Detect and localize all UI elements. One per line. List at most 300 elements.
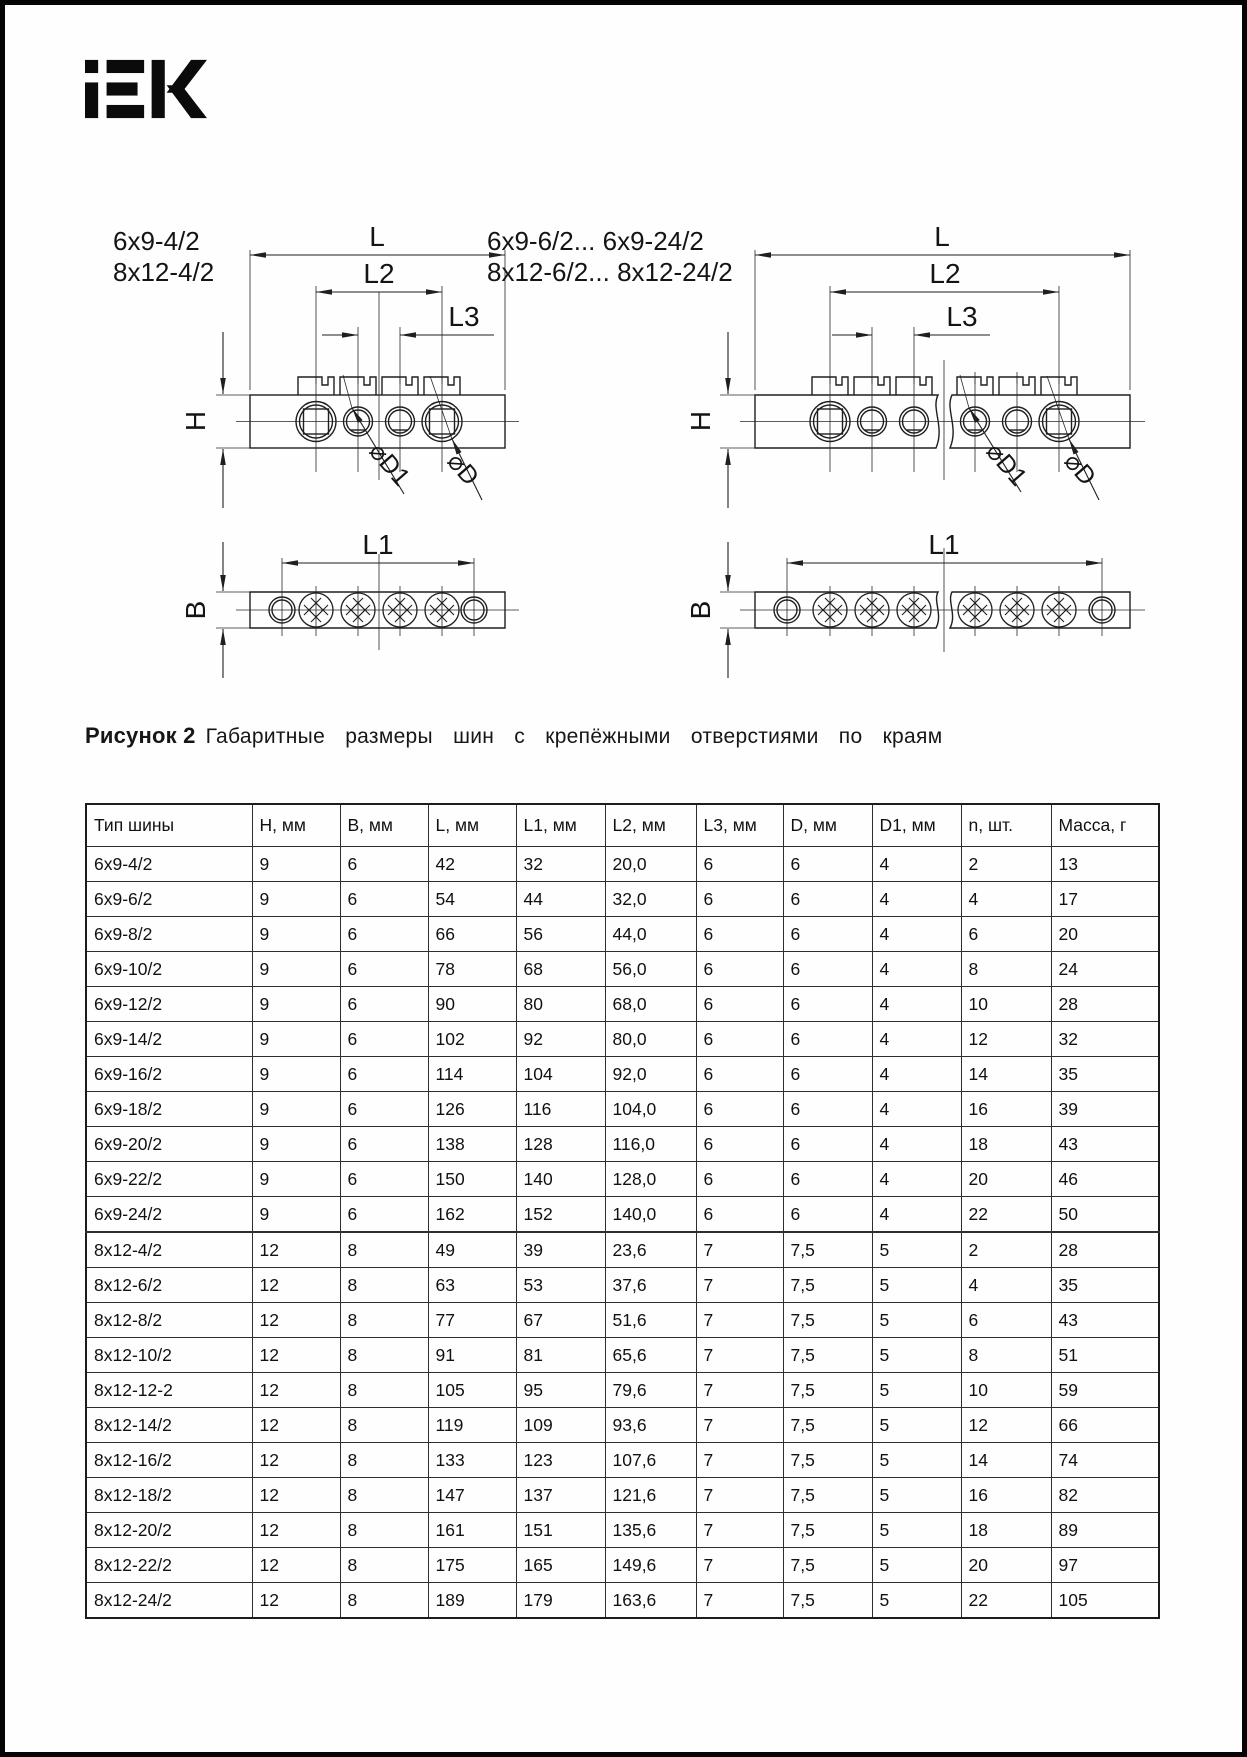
figure-caption-text: Габаритные размеры шин с крепёжными отверстиями по краям <box>205 725 943 748</box>
table-cell: 7,5 <box>783 1513 872 1548</box>
table-cell: 8 <box>340 1268 428 1303</box>
diameter-label-d1: ⌀D1 <box>980 437 1033 492</box>
table-cell: 6 <box>783 1127 872 1162</box>
table-cell: 7 <box>696 1303 783 1338</box>
table-cell: 119 <box>428 1408 516 1443</box>
table-cell: 39 <box>1051 1092 1159 1127</box>
table-cell: 6 <box>783 1022 872 1057</box>
dim-label-h: H <box>685 410 716 432</box>
table-cell: 6 <box>340 882 428 917</box>
table-cell: 8 <box>961 952 1051 987</box>
table-cell: 9 <box>252 917 340 952</box>
table-row <box>86 1022 1159 1057</box>
table-row <box>86 1478 1159 1513</box>
column-header: L2, мм <box>605 804 696 847</box>
table-cell: 6 <box>961 917 1051 952</box>
table-cell: 6 <box>340 987 428 1022</box>
table-cell: 46 <box>1051 1162 1159 1197</box>
table-cell: 5 <box>872 1303 961 1338</box>
table-cell: 6x9-6/2 <box>86 882 252 917</box>
table-cell: 8 <box>340 1232 428 1268</box>
table-cell: 23,6 <box>605 1232 696 1268</box>
table-cell: 161 <box>428 1513 516 1548</box>
diameter-label-d: ⌀D <box>1058 447 1102 491</box>
table-cell: 5 <box>872 1443 961 1478</box>
table-cell: 65,6 <box>605 1338 696 1373</box>
table-cell: 151 <box>516 1513 605 1548</box>
table-cell: 6 <box>340 952 428 987</box>
table-cell: 12 <box>252 1548 340 1583</box>
figure-left-designation-line1: 6x9-4/2 <box>113 226 200 256</box>
table-cell: 16 <box>961 1092 1051 1127</box>
table-cell: 6 <box>696 952 783 987</box>
table-cell: 6 <box>696 987 783 1022</box>
dim-label-b: B <box>685 600 716 620</box>
table-cell: 116,0 <box>605 1127 696 1162</box>
table-cell: 12 <box>252 1232 340 1268</box>
table-cell: 6 <box>783 1057 872 1092</box>
table-cell: 102 <box>428 1022 516 1057</box>
table-cell: 6x9-22/2 <box>86 1162 252 1197</box>
table-cell: 7 <box>696 1513 783 1548</box>
table-cell: 6 <box>340 1022 428 1057</box>
table-cell: 5 <box>872 1338 961 1373</box>
table-cell: 43 <box>1051 1303 1159 1338</box>
table-cell: 5 <box>872 1583 961 1619</box>
table-cell: 32 <box>516 847 605 882</box>
table-cell: 49 <box>428 1232 516 1268</box>
table-cell: 77 <box>428 1303 516 1338</box>
dim-label-l2: L2 <box>929 258 961 289</box>
table-cell: 8x12-8/2 <box>86 1303 252 1338</box>
table-cell: 81 <box>516 1338 605 1373</box>
table-cell: 105 <box>428 1373 516 1408</box>
table-cell: 32,0 <box>605 882 696 917</box>
table-cell: 56,0 <box>605 952 696 987</box>
table-cell: 6 <box>783 1092 872 1127</box>
table-cell: 12 <box>961 1408 1051 1443</box>
table-cell: 5 <box>872 1268 961 1303</box>
table-cell: 32 <box>1051 1022 1159 1057</box>
table-cell: 5 <box>872 1373 961 1408</box>
table-cell: 7,5 <box>783 1303 872 1338</box>
column-header: Масса, г <box>1051 804 1159 847</box>
dim-label-l: L <box>369 221 385 252</box>
table-cell: 9 <box>252 1092 340 1127</box>
table-cell: 6 <box>340 1127 428 1162</box>
table-cell: 7,5 <box>783 1268 872 1303</box>
table-row <box>86 1373 1159 1408</box>
table-cell: 109 <box>516 1408 605 1443</box>
table-cell: 13 <box>1051 847 1159 882</box>
table-cell: 7,5 <box>783 1548 872 1583</box>
table-cell: 68 <box>516 952 605 987</box>
dim-label-l1: L1 <box>928 529 960 560</box>
table-cell: 7,5 <box>783 1408 872 1443</box>
table-cell: 6 <box>696 1197 783 1233</box>
table-cell: 51 <box>1051 1338 1159 1373</box>
table-cell: 20 <box>1051 917 1159 952</box>
table-cell: 12 <box>252 1443 340 1478</box>
table-cell: 6 <box>696 882 783 917</box>
table-cell: 7 <box>696 1443 783 1478</box>
table-cell: 12 <box>252 1268 340 1303</box>
table-cell: 8 <box>340 1443 428 1478</box>
table-cell: 6 <box>783 1197 872 1233</box>
table-cell: 114 <box>428 1057 516 1092</box>
table-cell: 68,0 <box>605 987 696 1022</box>
table-cell: 12 <box>252 1408 340 1443</box>
table-cell: 56 <box>516 917 605 952</box>
table-cell: 80 <box>516 987 605 1022</box>
table-cell: 6 <box>696 1092 783 1127</box>
table-cell: 6x9-16/2 <box>86 1057 252 1092</box>
table-cell: 123 <box>516 1443 605 1478</box>
table-cell: 121,6 <box>605 1478 696 1513</box>
table-cell: 7 <box>696 1478 783 1513</box>
table-cell: 4 <box>872 1092 961 1127</box>
table-row <box>86 917 1159 952</box>
table-cell: 7 <box>696 1583 783 1619</box>
column-header: D1, мм <box>872 804 961 847</box>
table-row <box>86 1583 1159 1619</box>
table-cell: 6 <box>340 1162 428 1197</box>
table-cell: 6 <box>783 917 872 952</box>
table-cell: 8x12-24/2 <box>86 1583 252 1619</box>
table-row <box>86 1338 1159 1373</box>
table-cell: 6x9-12/2 <box>86 987 252 1022</box>
table-cell: 6 <box>696 1057 783 1092</box>
table-cell: 126 <box>428 1092 516 1127</box>
table-cell: 189 <box>428 1583 516 1619</box>
table-cell: 8x12-12-2 <box>86 1373 252 1408</box>
table-cell: 7 <box>696 1408 783 1443</box>
table-cell: 14 <box>961 1443 1051 1478</box>
table-cell: 5 <box>872 1408 961 1443</box>
table-cell: 2 <box>961 1232 1051 1268</box>
table-cell: 6 <box>696 1162 783 1197</box>
table-cell: 8x12-10/2 <box>86 1338 252 1373</box>
table-cell: 152 <box>516 1197 605 1233</box>
table-cell: 6 <box>696 1022 783 1057</box>
table-cell: 20 <box>961 1162 1051 1197</box>
table-cell: 74 <box>1051 1443 1159 1478</box>
table-cell: 5 <box>872 1232 961 1268</box>
table-cell: 9 <box>252 1022 340 1057</box>
table-cell: 4 <box>872 1127 961 1162</box>
table-cell: 7,5 <box>783 1373 872 1408</box>
table-cell: 4 <box>872 1022 961 1057</box>
table-cell: 4 <box>872 1057 961 1092</box>
table-cell: 28 <box>1051 1232 1159 1268</box>
figure-right-designation-line2: 8x12-6/2... 8x12-24/2 <box>487 257 733 287</box>
table-cell: 7 <box>696 1548 783 1583</box>
table-cell: 4 <box>872 952 961 987</box>
table-cell: 9 <box>252 1197 340 1233</box>
dimensions-table-wrap <box>85 803 1160 1619</box>
table-cell: 24 <box>1051 952 1159 987</box>
table-cell: 6x9-14/2 <box>86 1022 252 1057</box>
table-cell: 90 <box>428 987 516 1022</box>
table-cell: 9 <box>252 987 340 1022</box>
figure-right-designation-line1: 6x9-6/2... 6x9-24/2 <box>487 226 704 256</box>
table-cell: 4 <box>961 1268 1051 1303</box>
table-cell: 6x9-18/2 <box>86 1092 252 1127</box>
table-cell: 12 <box>252 1478 340 1513</box>
table-cell: 4 <box>872 987 961 1022</box>
column-header: B, мм <box>340 804 428 847</box>
table-cell: 8x12-4/2 <box>86 1232 252 1268</box>
table-cell: 6x9-8/2 <box>86 917 252 952</box>
table-cell: 8x12-18/2 <box>86 1478 252 1513</box>
table-cell: 12 <box>252 1513 340 1548</box>
column-header: L1, мм <box>516 804 605 847</box>
dim-label-h: H <box>180 410 211 432</box>
table-cell: 138 <box>428 1127 516 1162</box>
table-cell: 78 <box>428 952 516 987</box>
table-cell: 66 <box>1051 1408 1159 1443</box>
table-cell: 6 <box>340 1092 428 1127</box>
table-cell: 20,0 <box>605 847 696 882</box>
table-row <box>86 1197 1159 1233</box>
table-row <box>86 1232 1159 1268</box>
table-cell: 8x12-20/2 <box>86 1513 252 1548</box>
table-cell: 2 <box>961 847 1051 882</box>
table-cell: 8 <box>340 1338 428 1373</box>
table-cell: 22 <box>961 1583 1051 1619</box>
table-cell: 44,0 <box>605 917 696 952</box>
table-cell: 8 <box>340 1513 428 1548</box>
table-cell: 44 <box>516 882 605 917</box>
table-row <box>86 1548 1159 1583</box>
table-cell: 54 <box>428 882 516 917</box>
table-cell: 18 <box>961 1127 1051 1162</box>
table-cell: 6 <box>783 882 872 917</box>
table-cell: 12 <box>961 1022 1051 1057</box>
table-cell: 22 <box>961 1197 1051 1233</box>
table-cell: 6x9-4/2 <box>86 847 252 882</box>
table-cell: 4 <box>872 1162 961 1197</box>
column-header: D, мм <box>783 804 872 847</box>
table-row <box>86 1303 1159 1338</box>
table-cell: 9 <box>252 1057 340 1092</box>
table-cell: 8 <box>340 1408 428 1443</box>
column-header: L, мм <box>428 804 516 847</box>
table-cell: 51,6 <box>605 1303 696 1338</box>
figure-caption-number: Рисунок 2 <box>85 723 196 748</box>
column-header: n, шт. <box>961 804 1051 847</box>
table-cell: 4 <box>872 847 961 882</box>
diameter-label-d: ⌀D <box>441 447 485 491</box>
dim-label-b: B <box>180 600 211 620</box>
table-row <box>86 1127 1159 1162</box>
dimension-drawings <box>0 0 1247 705</box>
table-cell: 92 <box>516 1022 605 1057</box>
table-cell: 7 <box>696 1268 783 1303</box>
table-cell: 7,5 <box>783 1583 872 1619</box>
table-cell: 59 <box>1051 1373 1159 1408</box>
table-cell: 6x9-24/2 <box>86 1197 252 1233</box>
table-cell: 7,5 <box>783 1232 872 1268</box>
table-cell: 163,6 <box>605 1583 696 1619</box>
table-cell: 5 <box>872 1548 961 1583</box>
table-cell: 128 <box>516 1127 605 1162</box>
table-row <box>86 1162 1159 1197</box>
table-cell: 9 <box>252 1127 340 1162</box>
table-cell: 6 <box>783 987 872 1022</box>
table-cell: 8 <box>340 1478 428 1513</box>
table-row <box>86 1408 1159 1443</box>
table-cell: 6 <box>696 1127 783 1162</box>
table-cell: 43 <box>1051 1127 1159 1162</box>
table-cell: 9 <box>252 882 340 917</box>
table-cell: 6x9-20/2 <box>86 1127 252 1162</box>
table-cell: 5 <box>872 1478 961 1513</box>
figure-left-designation-line2: 8x12-4/2 <box>113 257 215 287</box>
table-cell: 4 <box>872 917 961 952</box>
table-cell: 16 <box>961 1478 1051 1513</box>
table-cell: 9 <box>252 1162 340 1197</box>
table-cell: 89 <box>1051 1513 1159 1548</box>
table-cell: 18 <box>961 1513 1051 1548</box>
table-row <box>86 1513 1159 1548</box>
table-cell: 9 <box>252 847 340 882</box>
table-cell: 42 <box>428 847 516 882</box>
table-cell: 35 <box>1051 1268 1159 1303</box>
table-cell: 97 <box>1051 1548 1159 1583</box>
table-cell: 9 <box>252 952 340 987</box>
table-cell: 135,6 <box>605 1513 696 1548</box>
dim-label-l2: L2 <box>363 258 395 289</box>
table-cell: 105 <box>1051 1583 1159 1619</box>
dim-label-l1: L1 <box>362 529 394 560</box>
table-cell: 175 <box>428 1548 516 1583</box>
table-cell: 7 <box>696 1338 783 1373</box>
table-cell: 63 <box>428 1268 516 1303</box>
table-cell: 8x12-22/2 <box>86 1548 252 1583</box>
table-cell: 6 <box>696 847 783 882</box>
table-cell: 7,5 <box>783 1478 872 1513</box>
table-cell: 6 <box>783 1162 872 1197</box>
table-cell: 107,6 <box>605 1443 696 1478</box>
table-row <box>86 1443 1159 1478</box>
table-cell: 6 <box>783 847 872 882</box>
column-header: H, мм <box>252 804 340 847</box>
column-header: Тип шины <box>86 804 252 847</box>
table-cell: 140,0 <box>605 1197 696 1233</box>
table-cell: 35 <box>1051 1057 1159 1092</box>
table-cell: 149,6 <box>605 1548 696 1583</box>
table-cell: 10 <box>961 1373 1051 1408</box>
table-cell: 10 <box>961 987 1051 1022</box>
table-cell: 7 <box>696 1232 783 1268</box>
table-cell: 17 <box>1051 882 1159 917</box>
table-cell: 8 <box>340 1303 428 1338</box>
table-cell: 14 <box>961 1057 1051 1092</box>
table-cell: 162 <box>428 1197 516 1233</box>
diameter-label-d1: ⌀D1 <box>363 437 416 492</box>
dim-label-l: L <box>934 221 950 252</box>
dim-label-l3: L3 <box>946 301 978 332</box>
table-cell: 6 <box>340 1057 428 1092</box>
table-row <box>86 1057 1159 1092</box>
table-cell: 67 <box>516 1303 605 1338</box>
table-cell: 6x9-10/2 <box>86 952 252 987</box>
dimensions-table <box>85 803 1160 1619</box>
dim-label-l3: L3 <box>448 301 480 332</box>
table-cell: 92,0 <box>605 1057 696 1092</box>
table-row <box>86 987 1159 1022</box>
table-row <box>86 847 1159 882</box>
table-cell: 8x12-16/2 <box>86 1443 252 1478</box>
table-row <box>86 1092 1159 1127</box>
table-cell: 53 <box>516 1268 605 1303</box>
table-cell: 4 <box>872 1197 961 1233</box>
table-cell: 12 <box>252 1303 340 1338</box>
table-cell: 28 <box>1051 987 1159 1022</box>
table-cell: 137 <box>516 1478 605 1513</box>
table-cell: 104 <box>516 1057 605 1092</box>
table-cell: 6 <box>696 917 783 952</box>
table-cell: 37,6 <box>605 1268 696 1303</box>
table-cell: 8 <box>961 1338 1051 1373</box>
table-cell: 7 <box>696 1373 783 1408</box>
table-body <box>86 847 1159 1619</box>
table-cell: 39 <box>516 1232 605 1268</box>
table-cell: 12 <box>252 1373 340 1408</box>
table-cell: 12 <box>252 1583 340 1619</box>
table-cell: 82 <box>1051 1478 1159 1513</box>
table-cell: 5 <box>872 1513 961 1548</box>
table-row <box>86 952 1159 987</box>
table-cell: 8x12-14/2 <box>86 1408 252 1443</box>
table-cell: 133 <box>428 1443 516 1478</box>
table-cell: 6 <box>783 952 872 987</box>
table-cell: 4 <box>961 882 1051 917</box>
table-header-row <box>86 804 1159 847</box>
table-cell: 104,0 <box>605 1092 696 1127</box>
table-cell: 95 <box>516 1373 605 1408</box>
table-cell: 50 <box>1051 1197 1159 1233</box>
table-cell: 150 <box>428 1162 516 1197</box>
table-cell: 66 <box>428 917 516 952</box>
table-cell: 6 <box>340 847 428 882</box>
table-cell: 7,5 <box>783 1443 872 1478</box>
table-cell: 179 <box>516 1583 605 1619</box>
table-row <box>86 882 1159 917</box>
table-cell: 8 <box>340 1583 428 1619</box>
table-cell: 147 <box>428 1478 516 1513</box>
table-row <box>86 1268 1159 1303</box>
table-cell: 12 <box>252 1338 340 1373</box>
table-cell: 93,6 <box>605 1408 696 1443</box>
table-cell: 20 <box>961 1548 1051 1583</box>
table-cell: 8 <box>340 1373 428 1408</box>
table-cell: 79,6 <box>605 1373 696 1408</box>
column-header: L3, мм <box>696 804 783 847</box>
table-cell: 6 <box>340 917 428 952</box>
table-cell: 8 <box>340 1548 428 1583</box>
table-cell: 116 <box>516 1092 605 1127</box>
figure-left-drawing <box>113 221 519 678</box>
table-cell: 8x12-6/2 <box>86 1268 252 1303</box>
table-cell: 7,5 <box>783 1338 872 1373</box>
table-cell: 128,0 <box>605 1162 696 1197</box>
table-cell: 6 <box>340 1197 428 1233</box>
table-cell: 91 <box>428 1338 516 1373</box>
figure-right-drawing <box>487 221 1145 678</box>
figure-caption <box>85 723 1135 749</box>
